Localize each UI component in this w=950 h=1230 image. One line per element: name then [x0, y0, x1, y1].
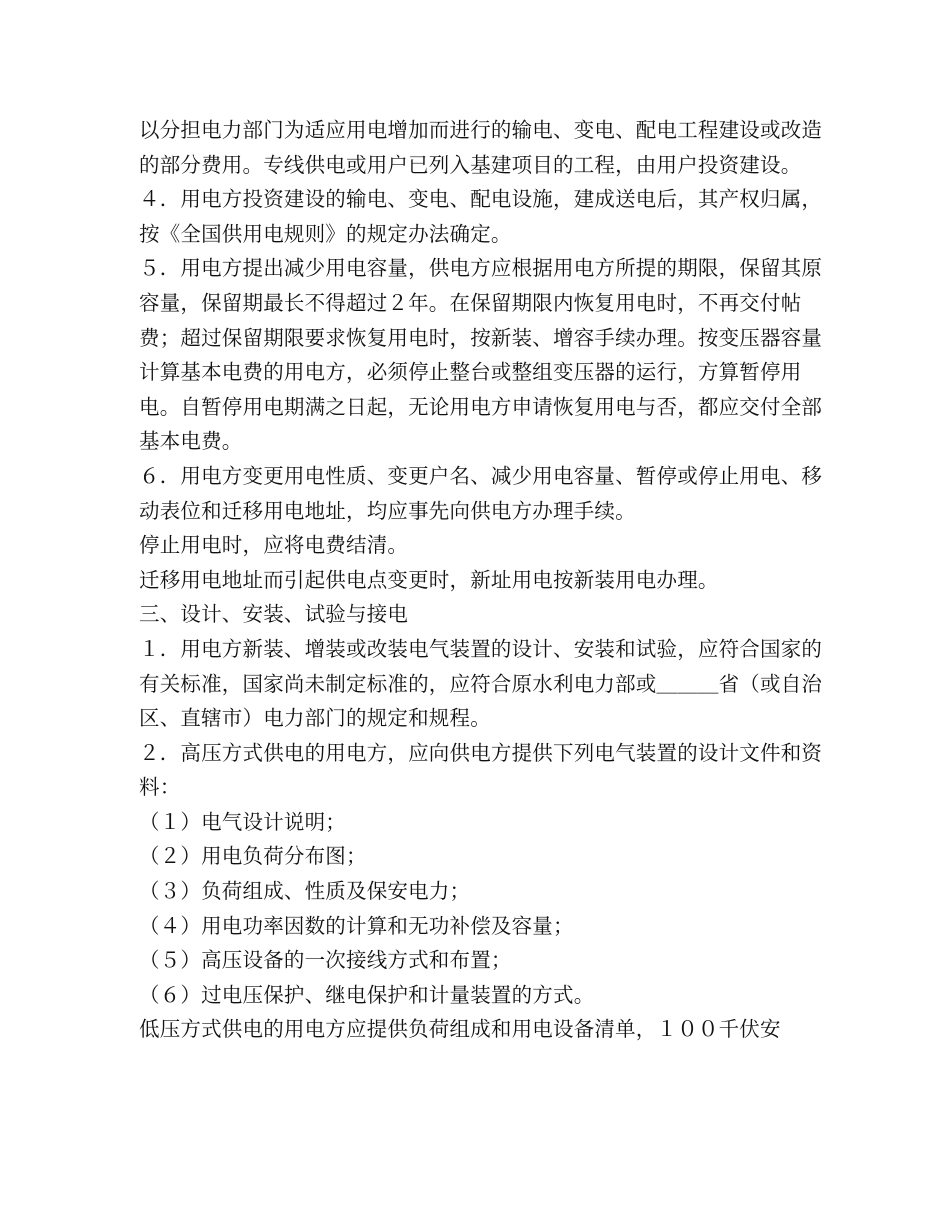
document-body — [139, 113, 829, 1047]
list-item-2: （２）用电负荷分布图； — [139, 844, 367, 869]
list-item-6: （６）过电压保护、继电保护和计量装置的方式。 — [139, 982, 595, 1007]
list-item-3: （３）负荷组成、性质及保安电力； — [139, 879, 471, 904]
list-item-5: （５）高压设备的一次接线方式和布置； — [139, 948, 512, 973]
paragraph-9: ２．高压方式供电的用电方，应向供电方提供下列电气装置的设计文件和资料： — [139, 740, 823, 800]
list-item-1: （１）电气设计说明； — [139, 809, 346, 834]
paragraph-5: 停止用电时，应将电费结清。 — [139, 533, 409, 558]
paragraph-1: 以分担电力部门为适应用电增加而进行的输电、变电、配电工程建设或改造的部分费用。专线供电或用户已列入基建项目的工程，由用户投资建设。 — [139, 118, 823, 177]
paragraph-2: ４．用电方投资建设的输电、变电、配电设施，建成送电后，其产权归属，按《全国供用电规则》的规定办法确定。 — [139, 187, 823, 246]
paragraph-8: １．用电方新装、增装或改装电气装置的设计、安装和试验，应符合国家的有关标准，国家尚未制定标准的，应符合原水利电力部或＿＿＿省（或自治区、直辖市）电力部门的规定和规程。 — [139, 636, 823, 731]
paragraph-16: 低压方式供电的用电方应提供负荷组成和用电设备清单，１００千伏安 — [139, 1017, 781, 1042]
list-item-4: （４）用电功率因数的计算和无功补偿及容量； — [139, 913, 574, 938]
section-heading: 三、设计、安装、试验与接电 — [139, 602, 409, 627]
paragraph-6: 迁移用电地址而引起供电点变更时，新址用电按新装用电办理。 — [139, 567, 719, 592]
paragraph-3: ５．用电方提出减少用电容量，供电方应根据用电方所提的期限，保留其原容量，保留期最长不得超过２年。在保留期限内恢复用电时，不再交付帖费；超过保留期限要求恢复用电时，按新装、增容手续办理。按变压器容量计算基本电费的用电方，必须停止整台或整组变压器的运行，方算暂停用电。自暂停用电期满之日起，无论用电方申请恢复用电与否，都应交付全部基本电费。 — [139, 256, 823, 454]
paragraph-4: ６．用电方变更用电性质、变更户名、减少用电容量、暂停或停止用电、移动表位和迁移用电地址，均应事先向供电方办理手续。 — [139, 463, 823, 523]
